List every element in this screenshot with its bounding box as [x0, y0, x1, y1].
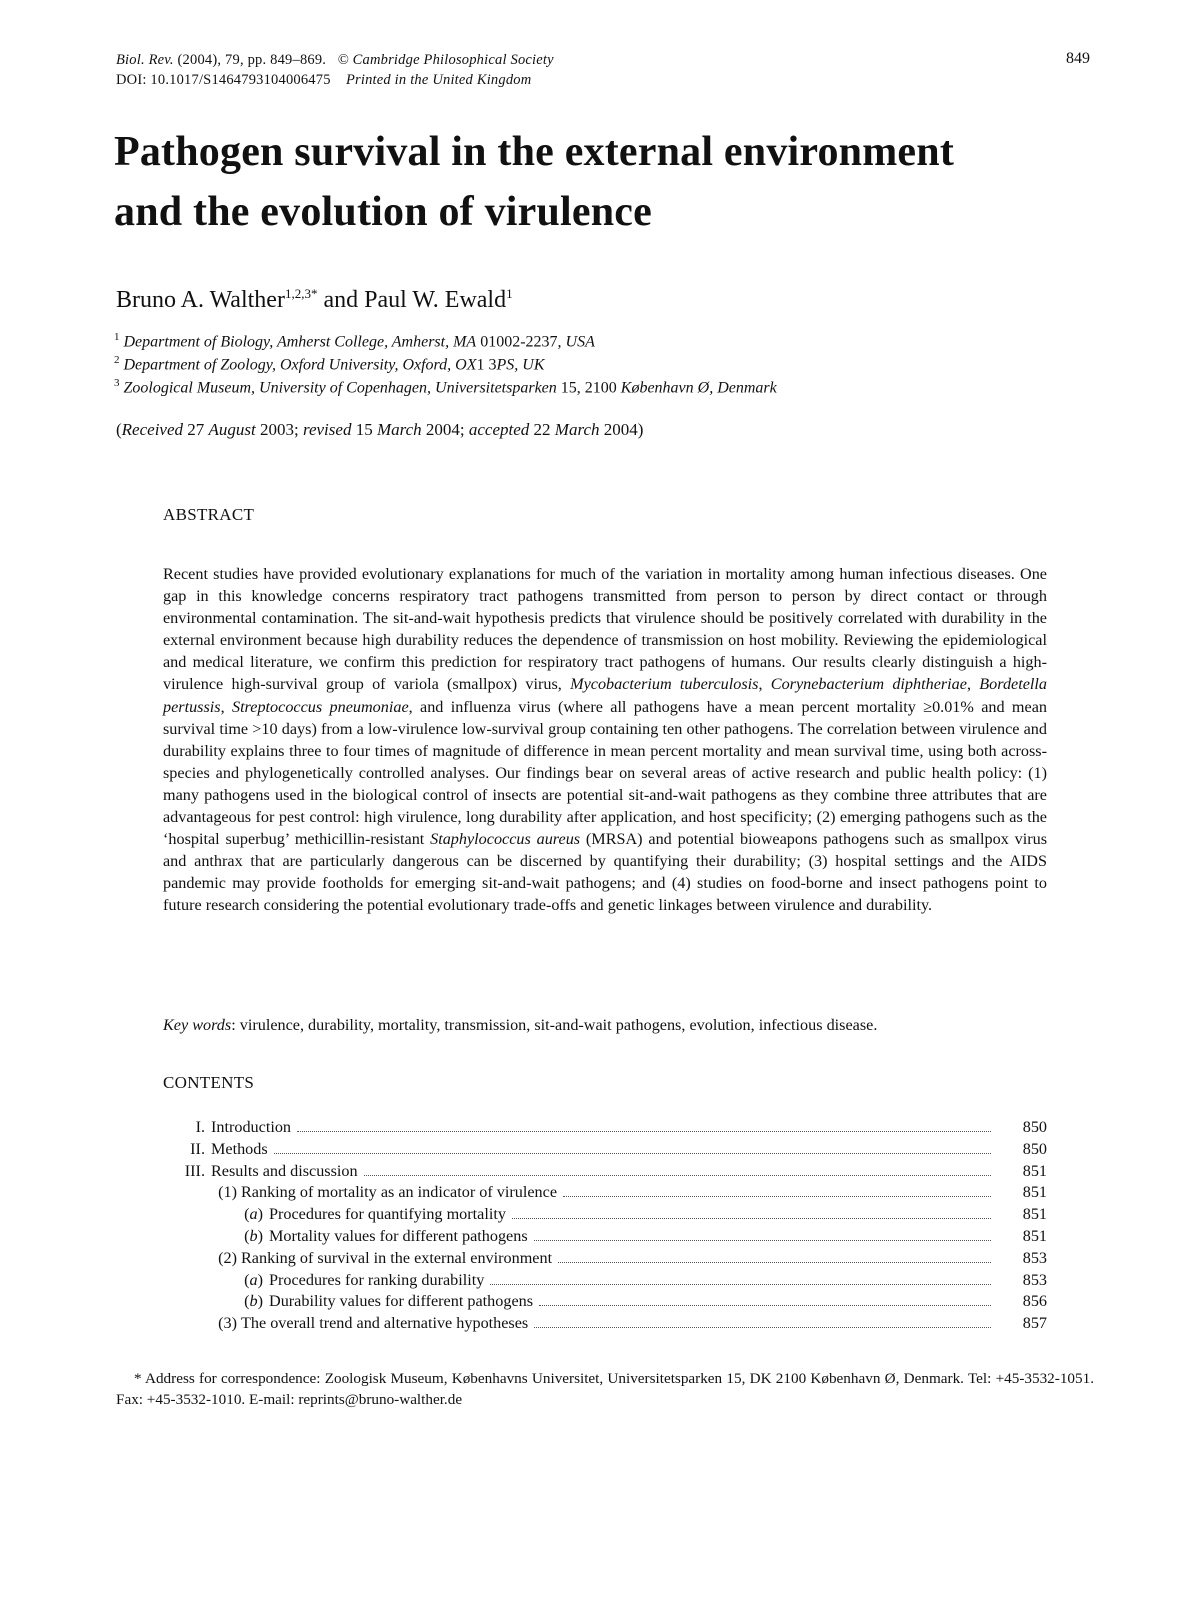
abstract-text: ,	[220, 697, 232, 716]
accepted-month: March	[554, 420, 600, 439]
abstract-text: ,	[758, 675, 771, 694]
title-line-1: Pathogen survival in the external environment	[114, 129, 955, 175]
toc-entry-number: III.	[184, 1161, 205, 1180]
affil-text-roman: 01002-2237,	[476, 333, 566, 351]
page-number: 849	[1066, 50, 1090, 67]
revised-month: March	[376, 420, 422, 439]
toc-entry-number: (a)	[244, 1205, 263, 1224]
keywords-label: Key words	[163, 1016, 232, 1034]
received-paren: (	[116, 420, 122, 439]
received-day: 27	[183, 420, 209, 439]
doi: DOI: 10.1017/S1464793104006475	[116, 72, 331, 88]
received-dates	[116, 420, 643, 440]
species-name: Corynebacterium diphtheriae	[770, 675, 967, 694]
keywords-text: : virulence, durability, mortality, transmission, sit-and-wait pathogens, evolution, infectious disease.	[231, 1016, 878, 1034]
authors	[116, 286, 513, 314]
author-2: Paul W. Ewald	[364, 287, 507, 313]
species-name: Bordetella pertussis	[163, 675, 1048, 716]
toc-entry[interactable]	[163, 1227, 1047, 1249]
toc-entry-label: Procedures for ranking durability	[269, 1270, 485, 1289]
toc-entry-label: The overall trend and alternative hypotheses	[241, 1314, 529, 1333]
species-name: Mycobacterium tuberculosis	[570, 675, 759, 694]
toc-entry[interactable]	[163, 1271, 1047, 1293]
article-title	[114, 122, 1114, 242]
journal-abbrev: Biol. Rev.	[116, 52, 174, 68]
affil-text-tail: København Ø, Denmark	[620, 379, 777, 397]
affil-text: Department of Zoology, Oxford University, Oxford, OX	[123, 356, 477, 374]
toc-entry-page: 851	[1022, 1183, 1047, 1202]
toc-entry[interactable]	[163, 1162, 1047, 1184]
toc-entry-label: Introduction	[211, 1118, 292, 1136]
toc-entry-page: 851	[1022, 1226, 1047, 1245]
abstract-text: ,	[966, 675, 980, 694]
toc-entry-page: 857	[1022, 1314, 1047, 1333]
toc-entry-page: 850	[1022, 1118, 1047, 1136]
toc-leader-dots	[297, 1131, 991, 1132]
species-name: Streptococcus pneumoniae	[231, 697, 409, 716]
author-1: Bruno A. Walther	[116, 287, 285, 313]
toc-entry-number: (b)	[244, 1226, 263, 1245]
received-label: Received	[121, 420, 184, 439]
toc-leader-dots	[364, 1175, 991, 1176]
affiliation-3	[114, 372, 777, 399]
toc-leader-dots	[274, 1153, 991, 1154]
toc-subitem-letter: a	[249, 1270, 258, 1289]
toc-entry-number: II.	[190, 1139, 205, 1158]
toc-entry-label: Methods	[211, 1139, 268, 1158]
table-of-contents	[163, 1118, 1047, 1336]
affil-text-tail: PS, UK	[496, 356, 545, 374]
abstract-text: Recent studies have provided evolutionary explanations for much of the variation in mortality among human infectious diseases. One gap in this knowledge concerns respiratory tract pathogens transmitted from person to person by direct contact or through environmental contamination. The sit-and-wait hypothesis predicts that virulence should be positively correlated with durability in the external environment because high durability reduces the dependence of transmission on host mobility. Reviewing the epidemiological and medical literature, we confirm this prediction for respiratory tract pathogens of humans. Our results clearly distinguish a high-virulence high-survival group of variola (smallpox) virus,	[163, 565, 1047, 694]
affil-text-roman: 1 3	[476, 356, 497, 374]
running-header-line2	[116, 70, 531, 90]
toc-leader-dots	[534, 1327, 991, 1328]
copyright: © Cambridge Philosophical Society	[337, 52, 554, 68]
correspondence-footnote: * Address for correspondence: Zoologisk Museum, Københavns Universitet, Universitetsparken 15, DK 2100 København Ø, Denmark. Tel: +45-3532-1051. Fax: +45-3532-1010. E-mail: reprints@bruno-walther.de	[116, 1370, 1094, 1408]
toc-leader-dots	[512, 1218, 991, 1219]
toc-entry-number: (3)	[218, 1314, 237, 1333]
toc-entry[interactable]	[163, 1314, 1047, 1336]
affil-marker: 3	[114, 377, 120, 389]
keywords	[163, 1016, 1047, 1035]
toc-entry-label: Procedures for quantifying mortality	[269, 1205, 506, 1224]
accepted-day: 22	[529, 420, 555, 439]
affil-text: Zoological Museum, University of Copenhagen, Universitetsparken	[123, 379, 557, 397]
toc-entry-page: 853	[1022, 1270, 1047, 1289]
toc-subitem-letter: a	[249, 1205, 258, 1224]
toc-subitem-letter: b	[249, 1292, 258, 1311]
affil-text: Department of Biology, Amherst College, Amherst, MA	[123, 333, 477, 351]
toc-leader-dots	[563, 1196, 991, 1197]
toc-entry[interactable]	[163, 1249, 1047, 1271]
contents-heading: CONTENTS	[163, 1073, 255, 1092]
toc-entry-label: Ranking of mortality as an indicator of virulence	[241, 1183, 558, 1202]
accepted-year: 2004)	[599, 420, 644, 439]
toc-entry-number: (1)	[218, 1183, 237, 1202]
received-month: August	[208, 420, 256, 439]
revised-year: 2004;	[421, 420, 469, 439]
species-name: Staphylococcus aureus	[430, 830, 581, 849]
toc-entry-page: 851	[1022, 1161, 1047, 1180]
toc-entry[interactable]	[163, 1292, 1047, 1314]
toc-entry-label: Ranking of survival in the external environment	[241, 1248, 553, 1267]
citation: (2004), 79, pp. 849–869.	[177, 52, 327, 68]
toc-entry[interactable]	[163, 1118, 1047, 1140]
affil-marker: 2	[114, 354, 120, 366]
affil-text-tail: USA	[565, 333, 595, 351]
toc-entry-page: 853	[1022, 1248, 1047, 1267]
toc-leader-dots	[490, 1284, 991, 1285]
author-1-affil: 1,2,3*	[284, 286, 318, 301]
toc-entry[interactable]	[163, 1205, 1047, 1227]
toc-leader-dots	[539, 1305, 991, 1306]
toc-entry-page: 851	[1022, 1205, 1047, 1224]
toc-entry[interactable]	[163, 1140, 1047, 1162]
received-year: 2003;	[255, 420, 303, 439]
toc-entry[interactable]	[163, 1183, 1047, 1205]
toc-entry-number: (2)	[218, 1248, 237, 1267]
toc-leader-dots	[534, 1240, 991, 1241]
printed-in: Printed in the United Kingdom	[345, 72, 532, 88]
author-conjunction: and	[317, 287, 365, 313]
affil-marker: 1	[114, 331, 120, 343]
revised-label: revised	[302, 420, 352, 439]
accepted-label: accepted	[468, 420, 530, 439]
author-2-affil: 1	[506, 286, 513, 301]
toc-leader-dots	[558, 1262, 991, 1263]
abstract-text: (MRSA) and potential bioweapons pathogens such as smallpox virus and anthrax that are particularly dangerous can be discerned by quantifying their durability; (3) hospital settings and the AIDS pandemic may provide footholds for emerging sit-and-wait pathogens; and (4) studies on food-borne and insect pathogens point to future research considering the potential evolutionary trade-offs and genetic linkages between virulence and durability.	[163, 830, 1047, 915]
revised-day: 15	[351, 420, 377, 439]
abstract-text: , and influenza virus (where all pathogens have a mean percent mortality ≥0.01% and mean survival time >10 days) from a low-virulence low-survival group containing ten other pathogens. The correlation between virulence and durability explains three to four times of magnitude of difference in mean percent mortality and mean survival time, using both across-species and phylogenetically controlled analyses. Our findings bear on several areas of active research and public health policy: (1) many pathogens used in the biological control of insects are potential sit-and-wait pathogens as they combine three attributes that are advantageous for pest control: high virulence, long durability after application, and host specificity; (2) emerging pathogens such as the ‘hospital superbug’ methicillin-resistant	[163, 697, 1047, 849]
toc-entry-label: Durability values for different pathogens	[269, 1292, 534, 1311]
affil-text-roman: 15, 2100	[556, 379, 621, 397]
toc-entry-page: 850	[1022, 1139, 1047, 1158]
running-header-line1	[116, 50, 554, 70]
abstract-body	[163, 563, 1047, 917]
toc-entry-page: 856	[1022, 1292, 1047, 1311]
abstract-heading: ABSTRACT	[163, 505, 255, 524]
toc-entry-number: I.	[195, 1118, 205, 1136]
title-line-2: and the evolution of virulence	[114, 189, 652, 235]
toc-subitem-letter: b	[249, 1226, 258, 1245]
toc-entry-number: (a)	[244, 1270, 263, 1289]
toc-entry-label: Mortality values for different pathogens	[269, 1226, 528, 1245]
toc-entry-label: Results and discussion	[211, 1161, 358, 1180]
toc-entry-number: (b)	[244, 1292, 263, 1311]
